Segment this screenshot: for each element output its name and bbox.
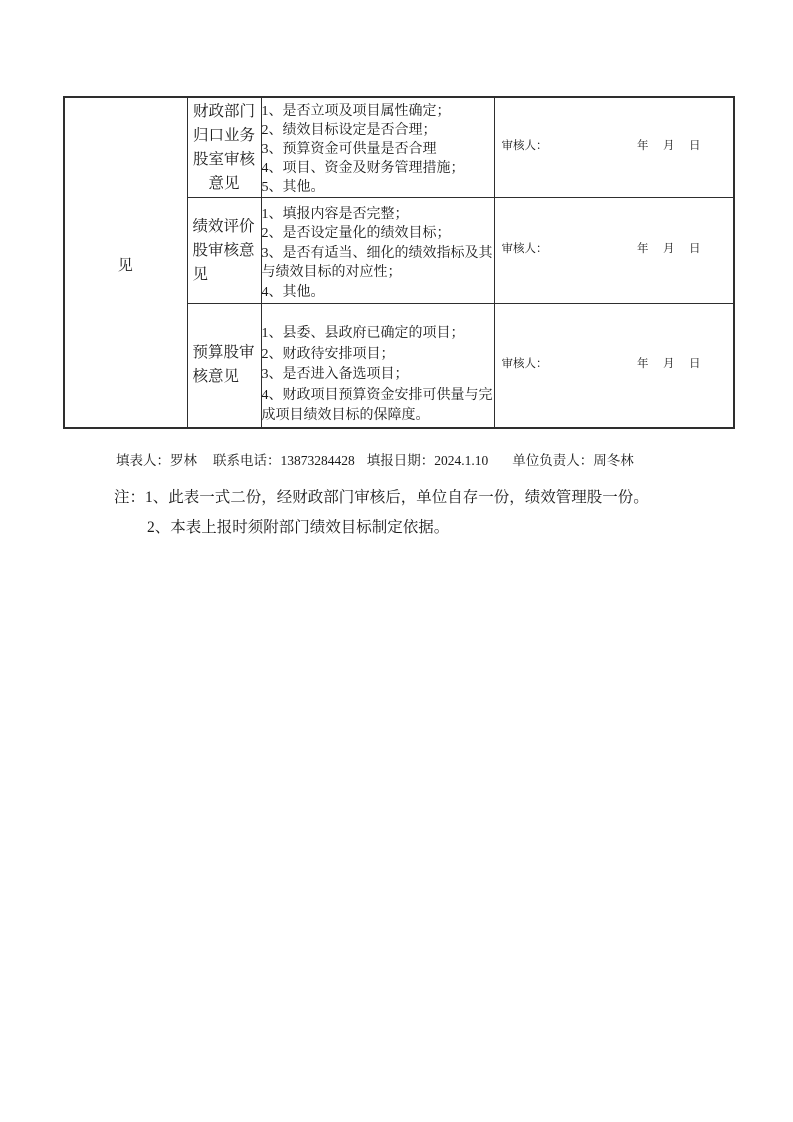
review-table xyxy=(63,96,735,429)
carryover-label: 见 xyxy=(117,257,134,274)
signature-cell-budget-section xyxy=(494,304,734,428)
signature-line xyxy=(495,137,734,159)
criteria-item: 1、县委、县政府已确定的项目； xyxy=(261,326,465,341)
notes-block xyxy=(114,487,649,547)
criteria-cell-budget-section xyxy=(261,304,494,428)
criteria-item: 1、填报内容是否完整； xyxy=(261,206,409,222)
signature-line xyxy=(495,240,734,262)
section-cell-budget-section xyxy=(187,304,261,428)
note-line-2: 2、本表上报时须附部门绩效目标制定依据。 xyxy=(147,519,450,536)
phone-field xyxy=(213,449,355,469)
phone-value: 13873284428 xyxy=(280,453,355,468)
preparer-label: 填表人： xyxy=(116,453,170,468)
notes-prefix: 注： xyxy=(114,489,146,506)
preparer-value: 罗林 xyxy=(170,453,197,468)
preparer-field xyxy=(116,449,197,469)
date-blank-label: 年 月 日 xyxy=(637,139,702,152)
reviewer-label: 审核人： xyxy=(501,358,548,371)
unit-head-field xyxy=(512,449,634,469)
signature-line xyxy=(495,355,734,375)
report-date-field xyxy=(367,449,489,469)
form-meta-line xyxy=(116,449,634,469)
section-label: 财政部门归口业务股室审核意见 xyxy=(192,102,255,192)
phone-label: 联系电话： xyxy=(213,453,281,468)
date-blank-label: 年 月 日 xyxy=(637,242,702,255)
note-line-1 xyxy=(114,487,649,517)
reviewer-label: 审核人： xyxy=(501,139,548,152)
date-blank-label: 年 月 日 xyxy=(637,358,702,371)
section-label: 绩效评价股审核意见 xyxy=(192,217,255,283)
reviewer-label: 审核人： xyxy=(501,242,548,255)
criteria-item: 4、其他。 xyxy=(261,284,325,300)
criteria-item: 3、是否进入备选项目； xyxy=(261,367,409,382)
criteria-item: 4、财政项目预算资金安排可供量与完成项目绩效目标的保障度。 xyxy=(261,387,493,423)
criteria-cell-finance-dept xyxy=(261,97,494,198)
criteria-item: 2、财政待安排项目； xyxy=(261,346,395,362)
note-text-1: 1、此表一式二份，经财政部门审核后，单位自存一份，绩效管理股一份。 xyxy=(145,489,649,506)
criteria-item: 3、是否有适当、细化的绩效指标及其与绩效目标的对应性； xyxy=(261,245,493,281)
criteria-item: 5、其他。 xyxy=(261,180,325,195)
criteria-item: 2、绩效目标设定是否合理； xyxy=(261,123,437,138)
criteria-item: 2、是否设定量化的绩效目标； xyxy=(261,226,451,242)
left-merged-cell xyxy=(64,97,187,428)
criteria-item: 1、是否立项及项目属性确定； xyxy=(261,104,451,119)
criteria-item: 3、预算资金可供量是否合理 xyxy=(261,142,437,157)
report-date-value: 2024.1.10 xyxy=(434,453,489,468)
section-cell-performance-eval xyxy=(187,198,261,304)
signature-cell-performance-eval xyxy=(494,198,734,304)
report-date-label: 填报日期： xyxy=(366,453,435,468)
section-cell-finance-dept xyxy=(187,97,261,198)
criteria-item: 4、项目、资金及财务管理措施； xyxy=(261,161,465,176)
table-row-finance-dept xyxy=(64,97,734,198)
signature-cell-finance-dept xyxy=(494,97,734,198)
criteria-cell-performance-eval xyxy=(261,198,494,304)
section-label: 预算股审核意见 xyxy=(192,344,255,386)
unit-head-label: 单位负责人： xyxy=(512,453,594,468)
unit-head-value: 周冬林 xyxy=(593,453,634,468)
